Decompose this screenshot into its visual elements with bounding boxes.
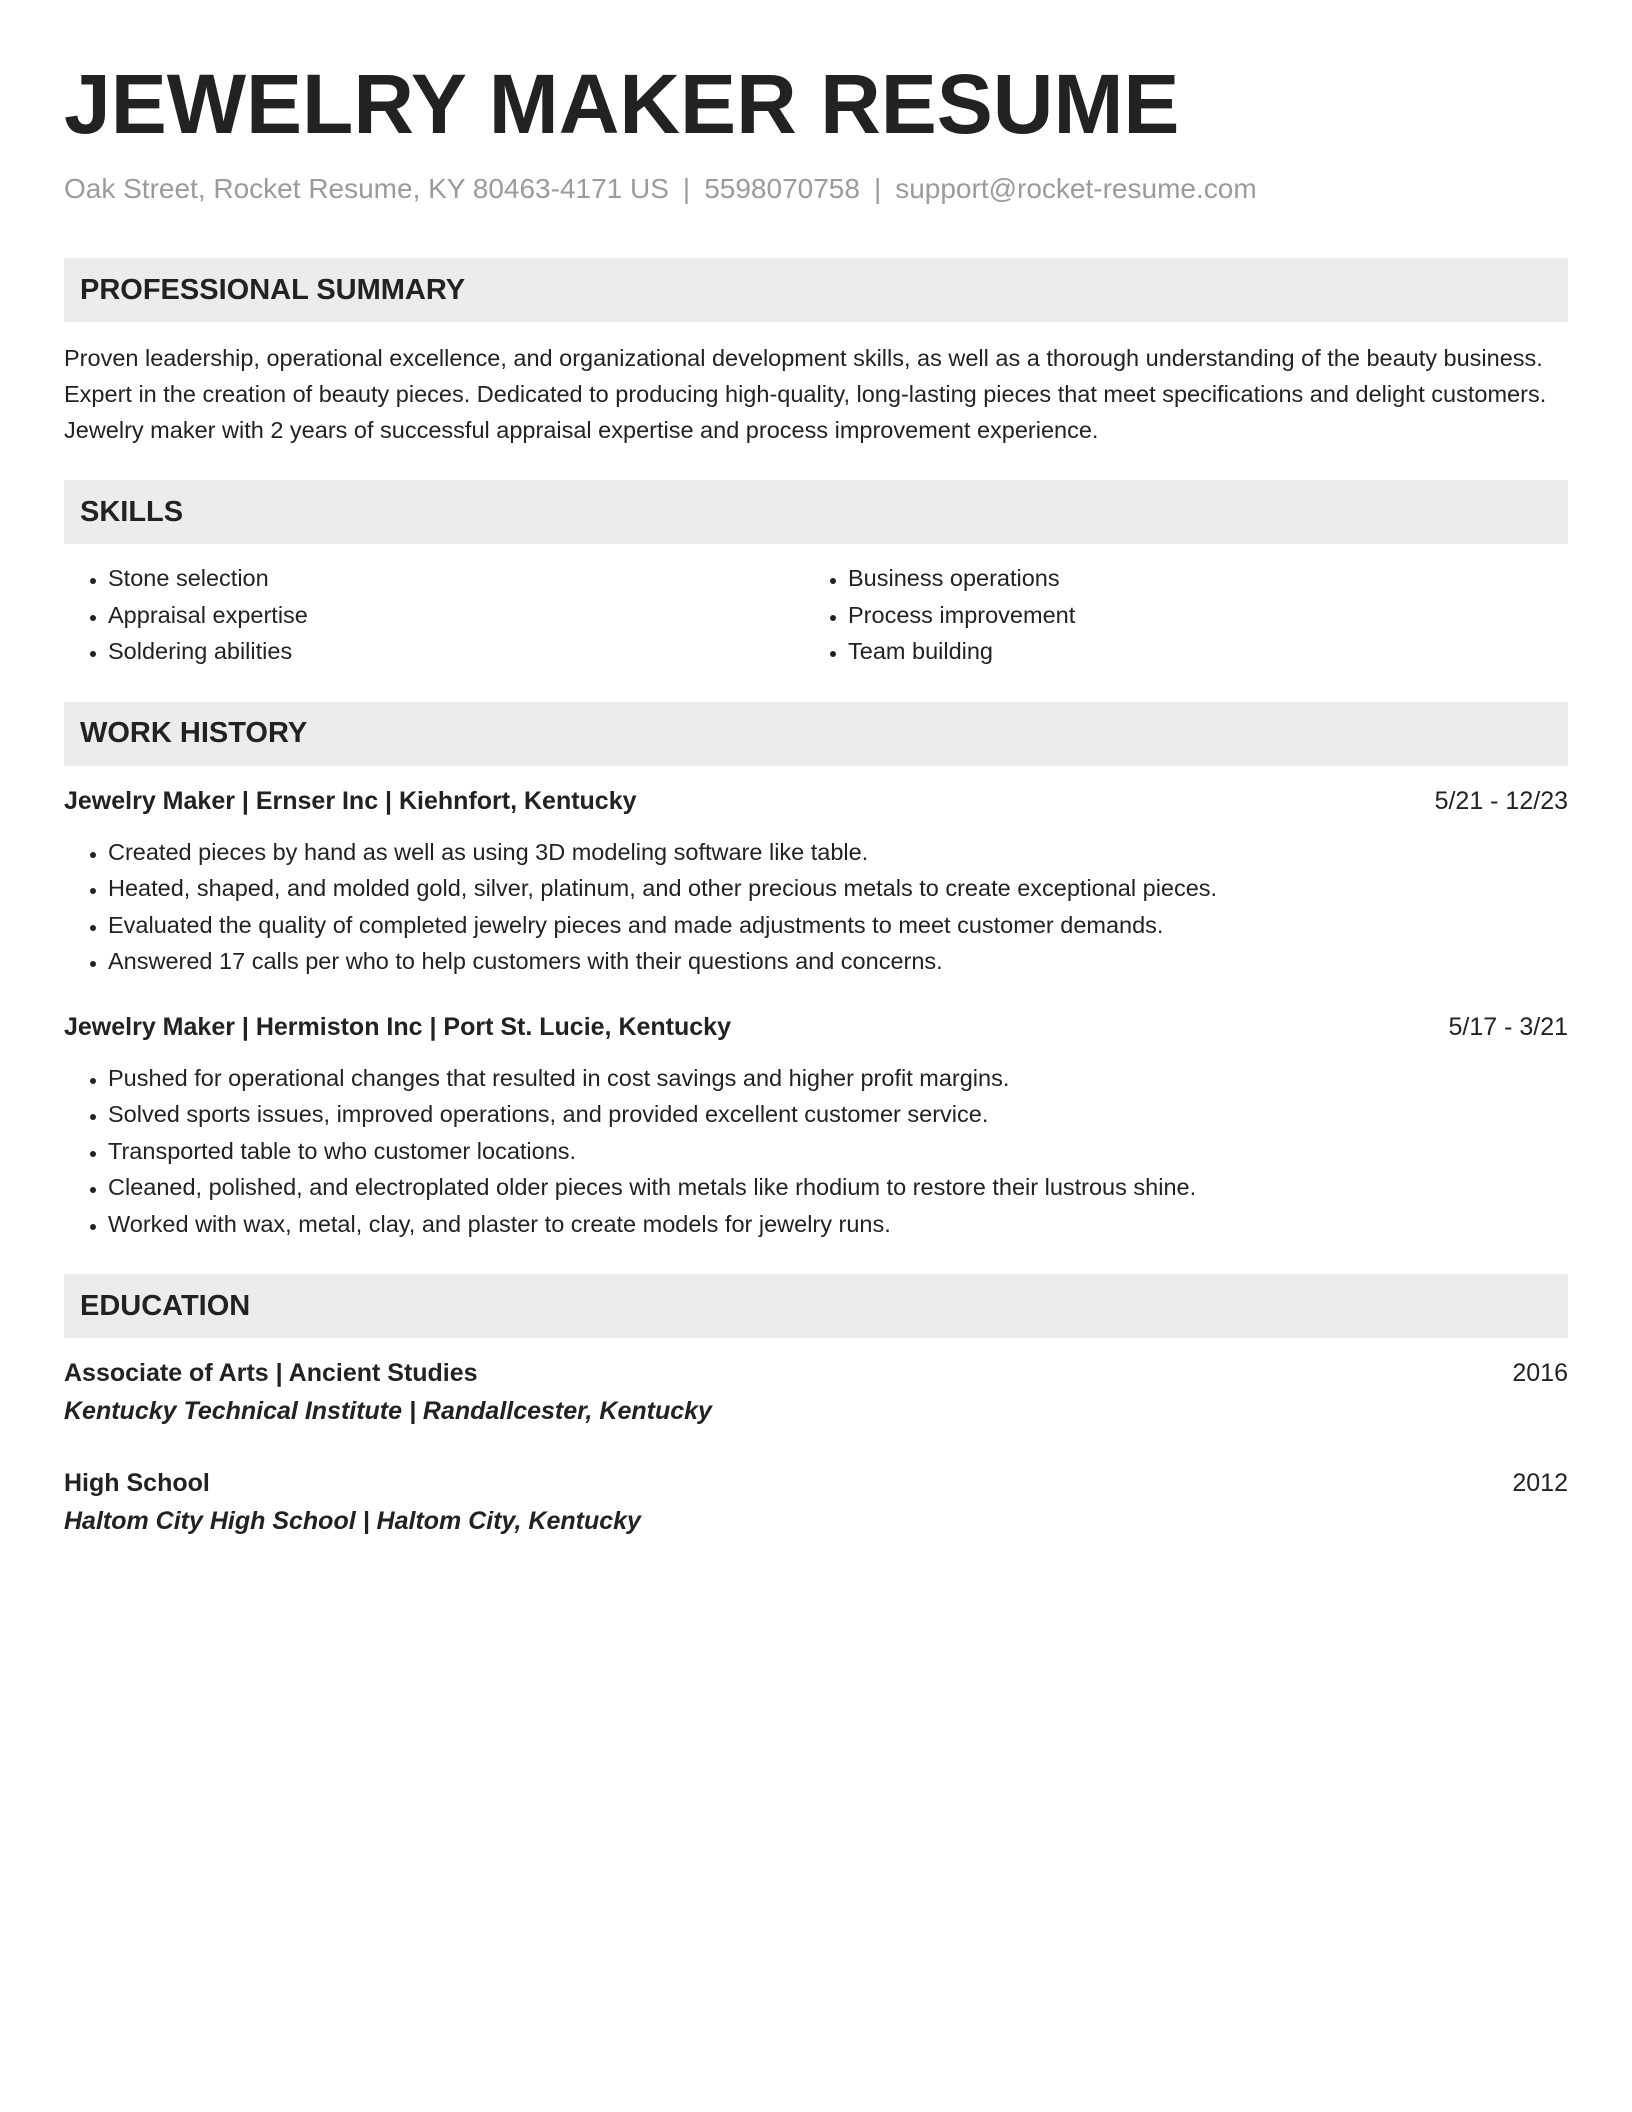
education-header bbox=[64, 1356, 1568, 1390]
job-title: Jewelry Maker | Hermiston Inc | Port St. Lucie, Kentucky bbox=[64, 1012, 731, 1041]
job-bullets bbox=[64, 834, 1568, 980]
job-bullet: • Cleaned, polished, and electroplated older pieces with metals like rhodium to restore their lustrous shine. bbox=[108, 1169, 1568, 1206]
contact-line bbox=[64, 172, 1568, 206]
skills-list bbox=[64, 560, 1568, 670]
work-history-heading: WORK HISTORY bbox=[64, 702, 1568, 766]
education-degree: Associate of Arts | Ancient Studies bbox=[64, 1359, 478, 1387]
skill-item: • Process improvement bbox=[848, 597, 1544, 634]
skill-item: • Stone selection bbox=[108, 560, 804, 597]
summary-text: Proven leadership, operational excellence, and organizational development skills, as well as a thorough understanding of the beauty business. Expert in the creation of beauty pieces. Dedicated to producing high-quality, long-lasting pieces that meet specifications and delight customers. Jewelry maker with 2 years of successful appraisal expertise and process improvement experience. bbox=[64, 345, 1547, 443]
skill-item: • Team building bbox=[848, 633, 1544, 670]
job-title: Jewelry Maker | Ernser Inc | Kiehnfort, Kentucky bbox=[64, 786, 637, 815]
skills-column-right bbox=[804, 560, 1544, 670]
skills-column-left bbox=[64, 560, 804, 670]
contact-separator: | bbox=[873, 173, 882, 204]
skill-item: • Appraisal expertise bbox=[108, 597, 804, 634]
education-entry bbox=[64, 1356, 1568, 1428]
job-bullet: • Transported table to who customer locations. bbox=[108, 1133, 1568, 1170]
education-school: Haltom City High School | Haltom City, Kentucky bbox=[64, 1507, 641, 1535]
job-bullet: • Answered 17 calls per who to help customers with their questions and concerns. bbox=[108, 943, 1568, 980]
job-bullet: • Heated, shaped, and molded gold, silver, platinum, and other precious metals to create exceptional pieces. bbox=[108, 870, 1568, 907]
contact-address: Oak Street, Rocket Resume, KY 80463-4171 US bbox=[64, 173, 669, 204]
contact-separator: | bbox=[682, 173, 691, 204]
education-year: 2012 bbox=[1512, 1469, 1568, 1497]
job-dates: 5/17 - 3/21 bbox=[1448, 1012, 1568, 1041]
job-bullet: • Solved sports issues, improved operations, and provided excellent customer service. bbox=[108, 1096, 1568, 1133]
job-header bbox=[64, 1010, 1568, 1044]
skills-heading: SKILLS bbox=[64, 480, 1568, 544]
job-bullet: • Evaluated the quality of completed jewelry pieces and made adjustments to meet customer demands. bbox=[108, 907, 1568, 944]
job-header bbox=[64, 784, 1568, 818]
education-year: 2016 bbox=[1512, 1359, 1568, 1387]
skill-item: • Business operations bbox=[848, 560, 1544, 597]
resume-title: JEWELRY MAKER RESUME bbox=[64, 57, 1180, 151]
education-heading: EDUCATION bbox=[64, 1274, 1568, 1338]
education-school: Kentucky Technical Institute | Randallcester, Kentucky bbox=[64, 1397, 712, 1425]
job-entry bbox=[64, 784, 1568, 980]
job-bullet: • Created pieces by hand as well as using 3D modeling software like table. bbox=[108, 834, 1568, 871]
contact-email: support@rocket-resume.com bbox=[895, 173, 1257, 204]
contact-phone: 5598070758 bbox=[704, 173, 860, 204]
education-header bbox=[64, 1466, 1568, 1500]
job-bullet: • Pushed for operational changes that resulted in cost savings and higher profit margins. bbox=[108, 1060, 1568, 1097]
job-dates: 5/21 - 12/23 bbox=[1434, 786, 1568, 815]
job-entry bbox=[64, 1010, 1568, 1243]
summary-heading: PROFESSIONAL SUMMARY bbox=[64, 258, 1568, 322]
job-bullet: • Worked with wax, metal, clay, and plaster to create models for jewelry runs. bbox=[108, 1206, 1568, 1243]
skill-item: • Soldering abilities bbox=[108, 633, 804, 670]
education-entry bbox=[64, 1466, 1568, 1538]
job-bullets bbox=[64, 1060, 1568, 1243]
education-degree: High School bbox=[64, 1469, 210, 1497]
